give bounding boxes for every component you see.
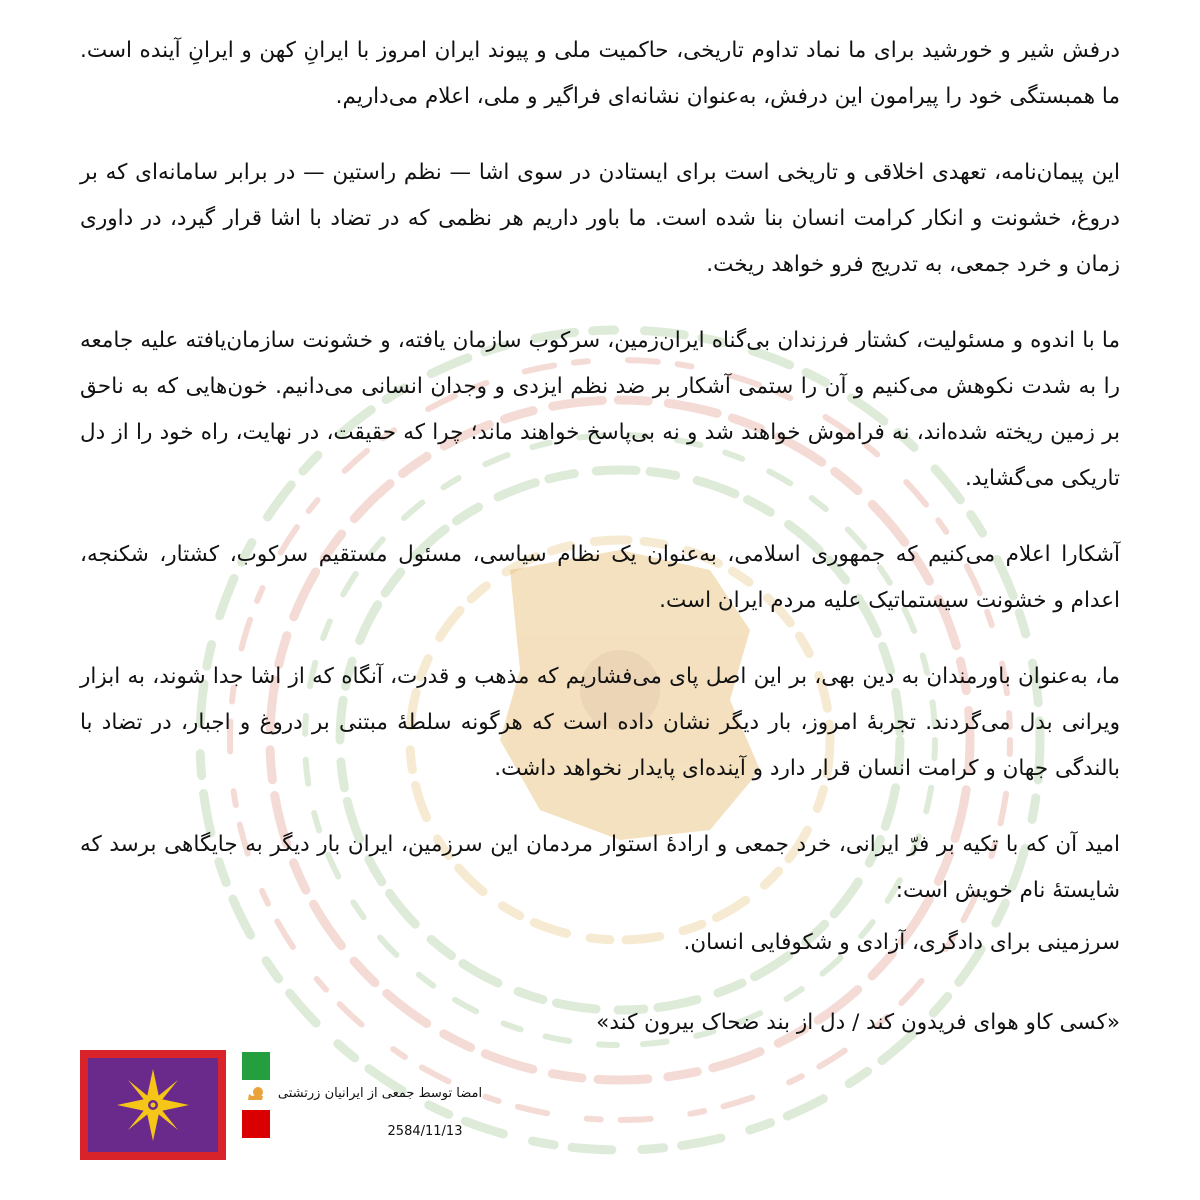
paragraph-hope: امید آن که با تکیه بر فرّ ایرانی، خرد جمعی و ارادهٔ استوار مردمان این سرزمین، ایران بار دیگر به جایگاهی برسد که شایستهٔ نام خویش است: (80, 832, 1120, 903)
signature-line: امضا توسط جمعی از ایرانیان زرتشتی (277, 1086, 483, 1101)
paragraph-religion-and-power: ما، به‌عنوان باورمندان به دین بهی، بر این اصل پای می‌فشاریم که مذهب و قدرت، آنگاه که از اشا جدا شوند، به ابزار ویرانی بدل می‌گردند. تجربهٔ امروز، بار دیگر نشان داده است که هرگونه سلطهٔ مبتنی بر دروغ و اجبار، در تضاد با بالندگی جهان و کرامت انسان قرار دارد و آینده‌ای پایدار نخواهد داشت. (80, 664, 1120, 781)
paragraph-islamic-republic-responsibility: آشکارا اعلام می‌کنیم که جمهوری اسلامی، به‌عنوان یک نظام سیاسی، مسئول مستقیم سرکوب، کشتار، شکنجه، اعدام و خشونت سیستماتیک علیه مردم ایران است. (80, 542, 1120, 613)
paragraph-condemnation: ما با اندوه و مسئولیت، کشتار فرزندان بی‌گناه ایران‌زمین، سرکوب سازمان یافته، و خشونت سازمان‌یافته علیه جامعه را به شدت نکوهش می‌کنیم و آن را ستمی آشکار بر ضد نظم ایزدی و وجدان انسانی می‌دانیم. خون‌هایی که به ناحق بر زمین ریخته شده‌اند، نه فراموش خواهند شد و نه بی‌پاسخ خواهند ماند؛ چرا که حقیقت، در نهایت، راه خود را از دل تاریکی می‌گشاید. (80, 328, 1120, 491)
iran-lion-and-sun-flag (242, 1052, 270, 1138)
charter-body (80, 28, 1120, 996)
paragraph-closing-line: سرزمینی برای دادگری، آزادی و شکوفایی انسان. (683, 930, 1120, 955)
paragraph-asha-commitment: این پیمان‌نامه، تعهدی اخلاقی و تاریخی است برای ایستادن در سوی اشا — نظم راستین — در برابر سامانه‌ای که بر دروغ، خشونت و انکار کرامت انسان بنا شده است. ما باور داریم هر نظمی که در تضاد با اشا قرار گیرد، در داوری زمان و خرد جمعی، به تدریج فرو خواهد ریخت. (80, 160, 1120, 277)
derafsh-kaviani-flag (80, 1050, 226, 1160)
signature-date: 2584/11/13 (387, 1124, 463, 1139)
paragraph-lion-and-sun-flag: درفش شیر و خورشید برای ما نماد تداوم تاریخی، حاکمیت ملی و پیوند ایران امروز با ایرانِ کهن و ایرانِ آینده است. ما همبستگی خود را پیرامون این درفش، به‌عنوان نشانه‌ای فراگیر و ملی، اعلام می‌داریم. (80, 38, 1120, 109)
ferdowsi-quote: «کسی کاو هوای فریدون کند / دل از بند ضحاک بیرون کند» (596, 1010, 1120, 1035)
